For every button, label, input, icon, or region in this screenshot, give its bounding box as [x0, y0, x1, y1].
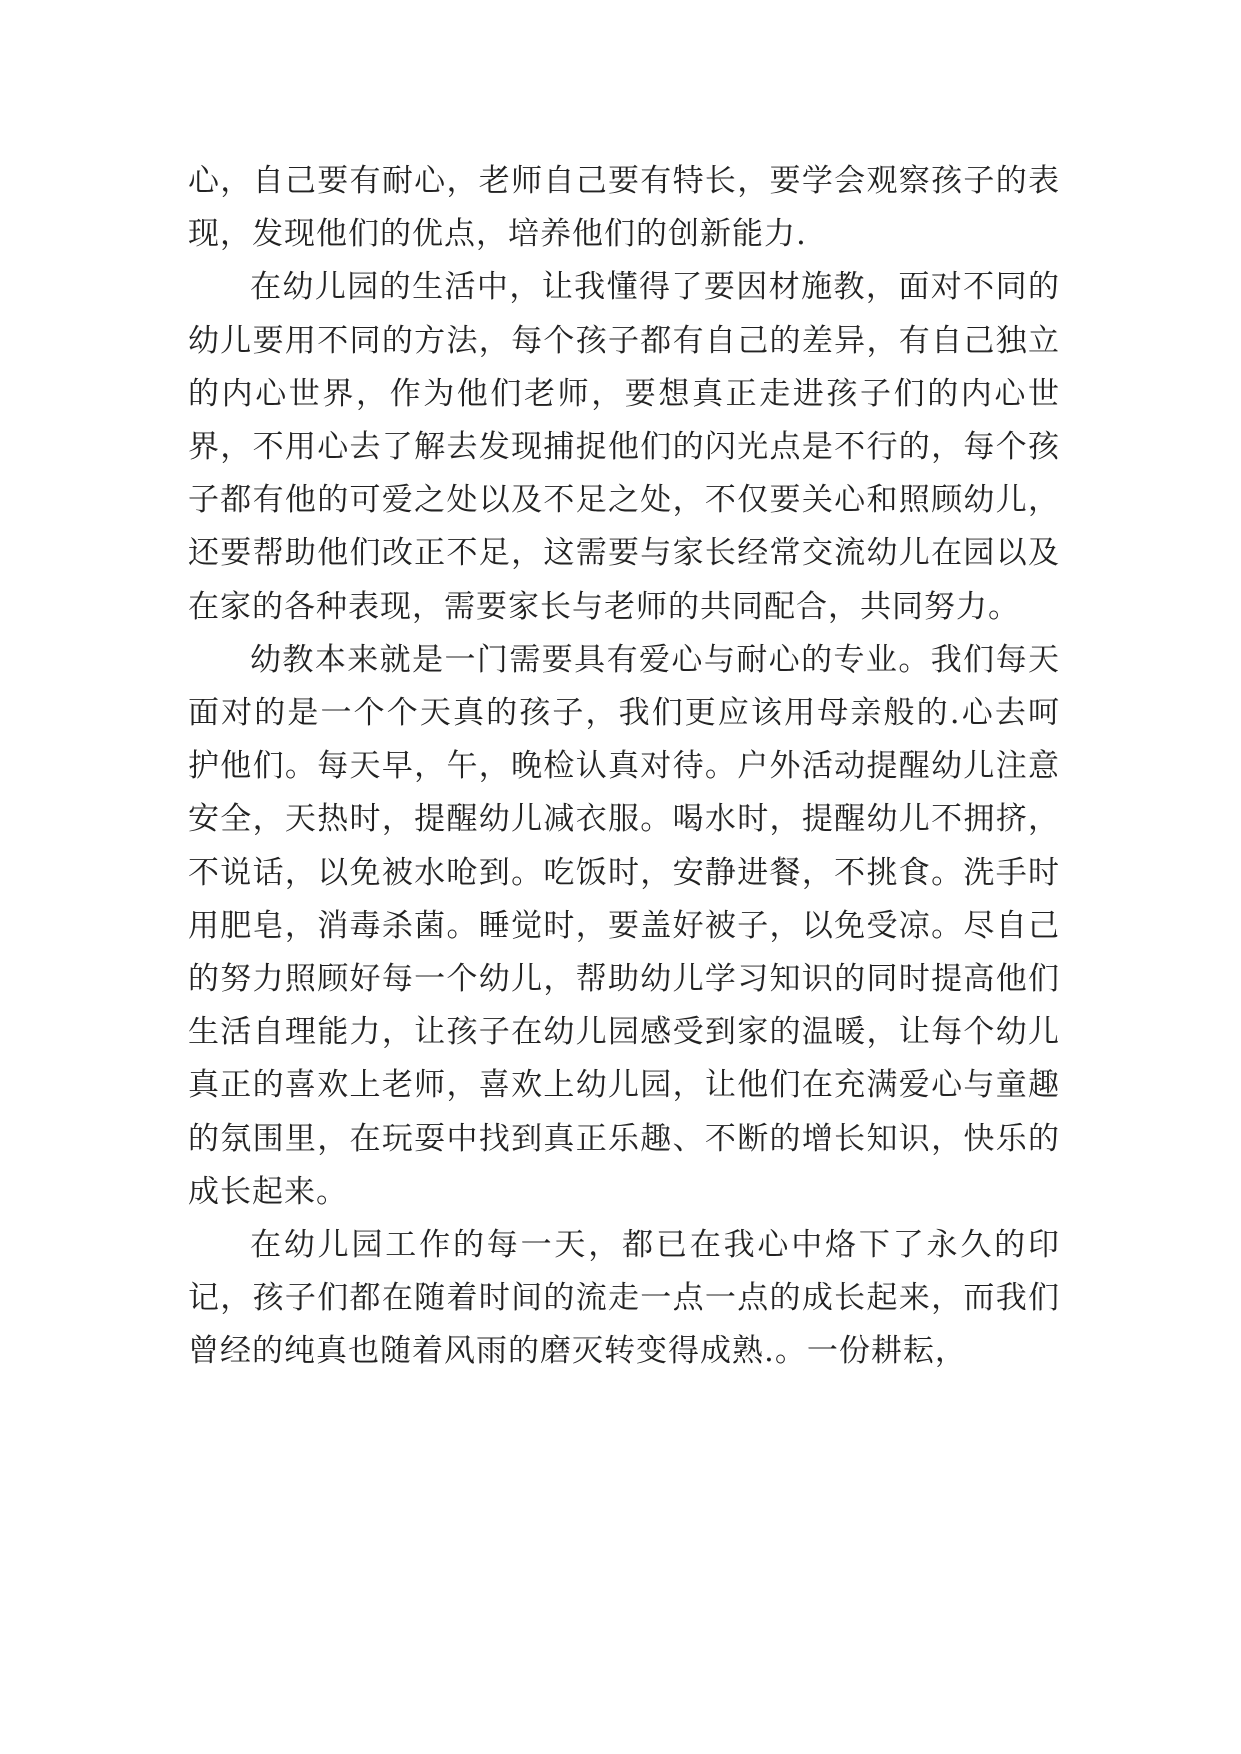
- paragraph-1: 心，自己要有耐心，老师自己要有特长，要学会观察孩子的表现，发现他们的优点，培养他们的创新能力.: [188, 163, 1060, 253]
- paragraph-2: 在幼儿园的生活中，让我懂得了要因材施教，面对不同的幼儿要用不同的方法，每个孩子都有自己的差异，有自己独立的内心世界，作为他们老师，要想真正走进孩子们的内心世界，不用心去了解去发现捕捉他们的闪光点是不行的，每个孩子都有他的可爱之处以及不足之处，不仅要关心和照顾幼儿，还要帮助他们改正不足，这需要与家长经常交流幼儿在园以及在家的各种表现，需要家长与老师的共同配合，共同努力。: [188, 269, 1060, 625]
- paragraph-4: 在幼儿园工作的每一天，都已在我心中烙下了永久的印记，孩子们都在随着时间的流走一点一点的成长起来，而我们曾经的纯真也随着风雨的磨灭转变得成熟.。一份耕耘，: [188, 1227, 1060, 1370]
- document-body: [188, 155, 1060, 1379]
- paragraph-3: 幼教本来就是一门需要具有爱心与耐心的专业。我们每天面对的是一个个天真的孩子，我们更应该用母亲般的.心去呵护他们。每天早，午，晚检认真对待。户外活动提醒幼儿注意安全，天热时，提醒幼儿减衣服。喝水时，提醒幼儿不拥挤，不说话，以免被水呛到。吃饭时，安静进餐，不挑食。洗手时用肥皂，消毒杀菌。睡觉时，要盖好被子，以免受凉。尽自己的努力照顾好每一个幼儿，帮助幼儿学习知识的同时提高他们生活自理能力，让孩子在幼儿园感受到家的温暖，让每个幼儿真正的喜欢上老师，喜欢上幼儿园，让他们在充满爱心与童趣的氛围里，在玩耍中找到真正乐趣、不断的增长知识，快乐的成长起来。: [188, 641, 1060, 1210]
